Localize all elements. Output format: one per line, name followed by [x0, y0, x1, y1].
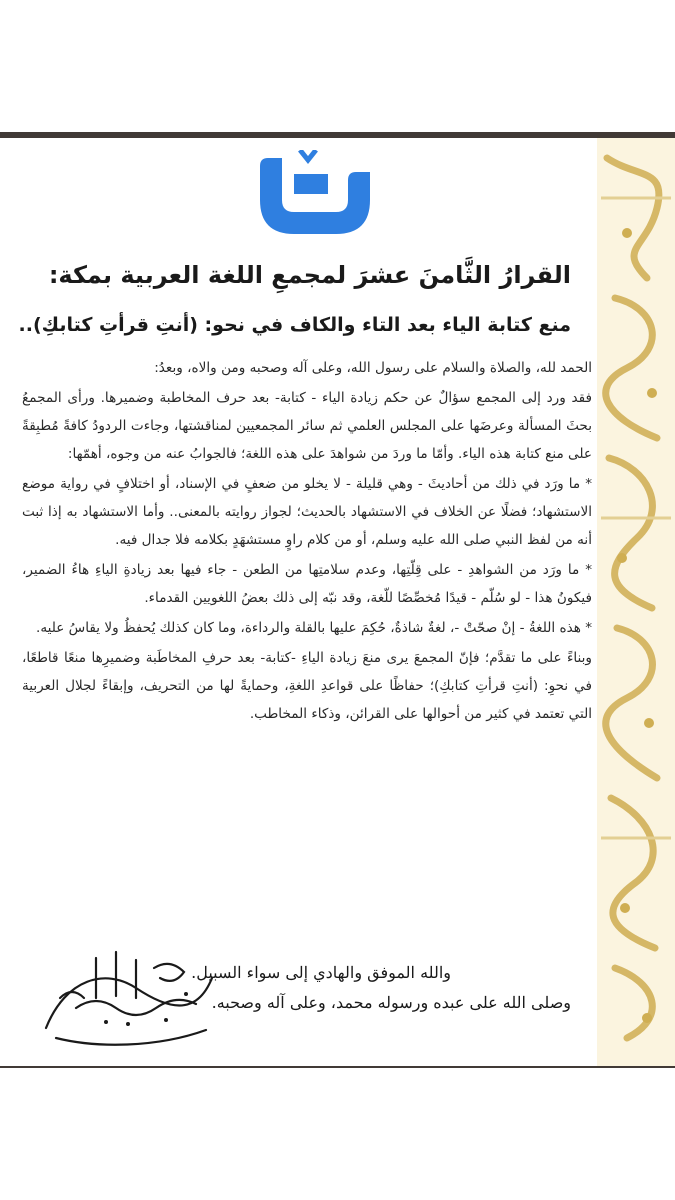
bottom-margin — [0, 1068, 675, 1200]
calligraphy-border — [597, 138, 675, 1066]
academy-logo-icon — [248, 150, 382, 238]
paragraph-point-1: * ما ورَد في ذلك من أحاديثَ - وهي قليلة - لا يخلو من ضعفٍ في الإسناد، أو اختلافٍ في رواية موضع الاستشهاد؛ فضلًا عن الخلاف في الاستشهاد بالحديث؛ لجواز روايته بالمعنى.. وأما الاستشهاد به إذا ثبت أنه من لفظ النبي صلى الله عليه وسلم، أو من كلام راوٍ مستشهَدٍ بكلامه فلا جدال فيه. — [22, 476, 592, 548]
paragraph-point-2: * ما ورَد من الشواهدِ - على قِلّتِها، وعدم سلامتِها من الطعن - جاء فيها بعد زيادةِ الياءِ هاءُ الضمير، فيكونُ هذا - لو سُلّم - قيدًا مُخصِّصًا للّغة، وقد نبّه إلى ذلك بعضُ اللغويين القدماء. — [22, 562, 592, 606]
top-margin — [0, 0, 675, 132]
closing-line-1: والله الموفق والهادي إلى سواء السبيل. — [191, 963, 451, 982]
paragraph-question: فقد ورد إلى المجمع سؤالٌ عن حكم زيادة الياء - كتابة- بعد حرف المخاطبة وضميرها. ورأى المجمعُ بحثَ المسألة وعرضَها على المجلس العلمي ثم سائر المجمعيين لمناقشتها، وجاءت الردودُ كافةً مُطبِقةً على منع كتابة هذه الياء. وأمّا ما وردَ من شواهدَ على هذه اللغة؛ فالجوابُ عنه من وجوه، أهمّها: — [22, 390, 592, 462]
document-subtitle: منع كتابة الياء بعد التاء والكاف في نحو: (أنتِ قرأتِ كتابكِ).. — [18, 314, 571, 336]
paragraph-point-3: * هذه اللغةُ - إنْ صحّتْ -، لغةٌ شاذةٌ، حُكِمَ عليها بالقلة والرداءة، وما كان كذلك يُحفظُ ولا يقاسُ عليه. — [36, 620, 592, 636]
document-body — [22, 354, 592, 730]
closing-line-2: وصلى الله على عبده ورسوله محمد، وعلى آله وصحبه. — [211, 993, 571, 1012]
paragraph-intro: الحمد لله، والصلاة والسلام على رسول الله، وعلى آله وصحبه ومن والاه، وبعدُ: — [154, 360, 592, 376]
calligraphy-ornament — [597, 138, 675, 1066]
paragraph-decision: وبناءً على ما تقدَّم؛ فإنّ المجمعَ يرى منعَ زيادة الياءِ -كتابة- بعد حرفِ المخاطَبة وضميرِها منعًا قاطعًا، في نحوِ: (أنتِ قرأتِ كتابكِ)؛ حفاظًا على قواعدِ اللغةِ، وحمايةً لها من التحريف، وإبقاءً لجلال العربية التي تعتمد في كثير من أحوالها على القرائن، وذكاء المخاطب. — [22, 650, 592, 722]
calligraphic-seal-icon — [36, 938, 220, 1056]
document-page — [0, 138, 675, 1066]
document-title: القرارُ الثَّامنَ عشرَ لمجمعِ اللغة العربية بمكة: — [48, 261, 571, 289]
